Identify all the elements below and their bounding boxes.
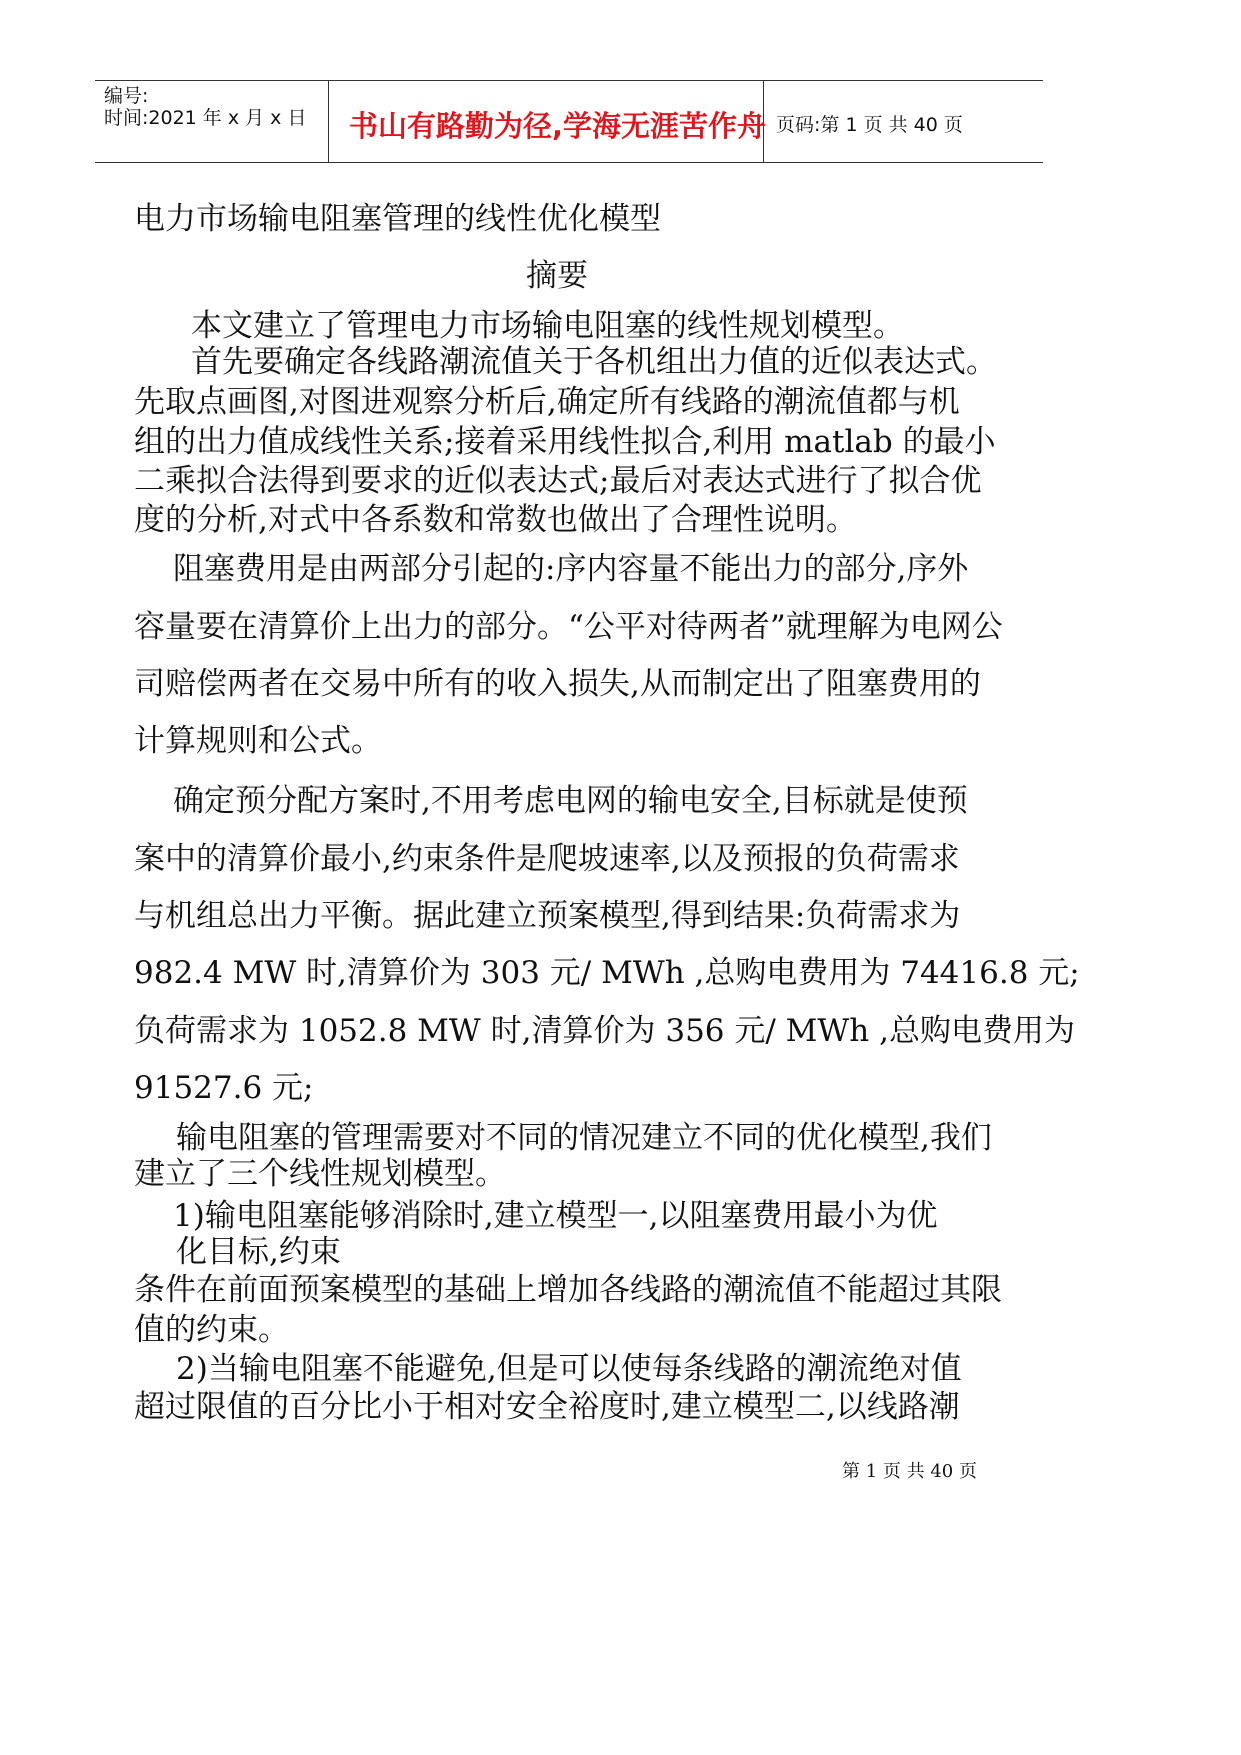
body-line: 计算规则和公式。: [134, 723, 382, 759]
header-bottom-rule: [95, 162, 1043, 163]
body-line: 本文建立了管理电力市场输电阻塞的线性规划模型。: [191, 308, 904, 344]
header-number-label: 编号:: [104, 85, 149, 107]
body-line: 二乘拟合法得到要求的近似表达式;最后对表达式进行了拟合优: [134, 463, 982, 499]
body-line: 阻塞费用是由两部分引起的:序内容量不能出力的部分,序外: [173, 551, 969, 587]
body-line: 1)输电阻塞能够消除时,建立模型一,以阻塞费用最小为优: [173, 1198, 938, 1234]
body-line: 条件在前面预案模型的基础上增加各线路的潮流值不能超过其限: [134, 1272, 1002, 1308]
body-line: 2)当输电阻塞不能避免,但是可以使每条线路的潮流绝对值: [176, 1351, 962, 1387]
body-line: 度的分析,对式中各系数和常数也做出了合理性说明。: [134, 502, 857, 538]
body-line: 负荷需求为 1052.8 MW 时,清算价为 356 元/ MWh ,总购电费用为: [134, 1013, 1075, 1049]
body-line: 容量要在清算价上出力的部分。“公平对待两者”就理解为电网公: [134, 609, 1003, 645]
header-time-label: 时间:2021 年 x 月 x 日: [104, 107, 307, 129]
body-line: 982.4 MW 时,清算价为 303 元/ MWh ,总购电费用为 74416.8 元;: [134, 955, 1080, 991]
body-line: 与机组总出力平衡。据此建立预案模型,得到结果:负荷需求为: [134, 898, 961, 934]
header-divider-left: [328, 80, 329, 162]
body-line: 组的出力值成线性关系;接着采用线性拟合,利用 matlab 的最小: [134, 424, 996, 460]
body-line: 值的约束。: [134, 1312, 289, 1348]
document-title: 电力市场输电阻塞管理的线性优化模型: [134, 201, 661, 237]
body-line: 化目标,约束: [176, 1234, 341, 1270]
abstract-heading: 摘要: [526, 258, 588, 294]
body-line: 超过限值的百分比小于相对安全裕度时,建立模型二,以线路潮: [134, 1389, 960, 1425]
header-motto: 书山有路勤为径,学海无涯苦作舟: [349, 109, 767, 143]
body-line: 输电阻塞的管理需要对不同的情况建立不同的优化模型,我们: [176, 1120, 992, 1156]
body-line: 91527.6 元;: [134, 1070, 314, 1106]
body-line: 司赔偿两者在交易中所有的收入损失,从而制定出了阻塞费用的: [134, 666, 981, 702]
body-line: 先取点画图,对图进观察分析后,确定所有线路的潮流值都与机: [134, 384, 960, 420]
header-page-code: 页码:第 1 页 共 40 页: [776, 114, 963, 136]
body-line: 案中的清算价最小,约束条件是爬坡速率,以及预报的负荷需求: [134, 841, 960, 877]
body-line: 确定预分配方案时,不用考虑电网的输电安全,目标就是使预: [173, 783, 968, 819]
header-top-rule: [95, 80, 1043, 81]
body-line: 首先要确定各线路潮流值关于各机组出力值的近似表达式。: [191, 344, 997, 380]
footer-page-number: 第 1 页 共 40 页: [842, 1461, 977, 1482]
body-line: 建立了三个线性规划模型。: [134, 1156, 506, 1192]
